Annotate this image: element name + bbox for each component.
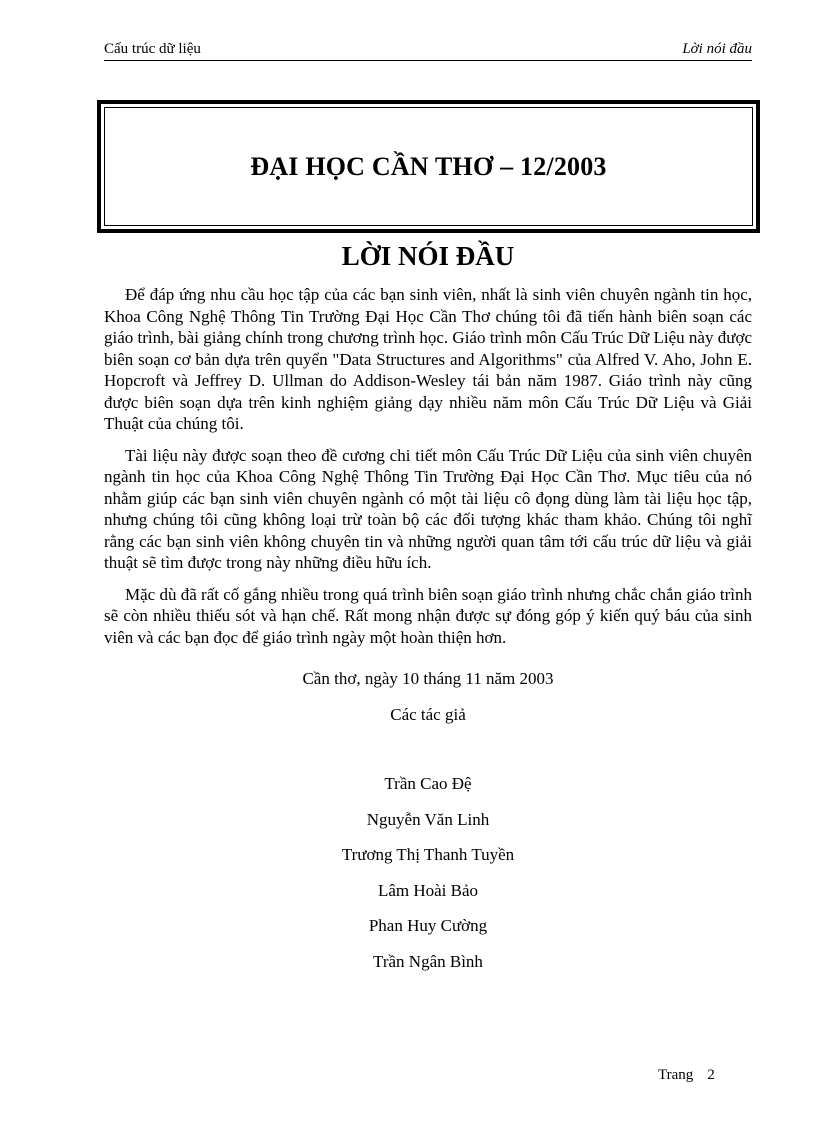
author-name: Lâm Hoài Bảo [377,880,479,900]
title-frame [97,100,760,233]
signoff-label: Các tác giả [390,705,466,724]
author-name: Trương Thị Thanh Tuyền [341,845,515,864]
title-frame-inner [104,107,753,226]
preface-paragraph: Mặc dù đã rất cố gắng nhiều trong quá trình biên soạn giáo trình nhưng chắc chắn giáo trình sẽ còn nhiều thiếu sót và hạn chế. Rất mong nhận được sự đóng góp ý kiến quý báu của sinh viên và các bạn đọc để giáo trình ngày một hoàn thiện hơn. [104,584,752,647]
institution-title: ĐẠI HỌC CẦN THƠ – 12/2003 [250,151,607,181]
author-name: Trần Cao Đệ [384,774,472,793]
preface-paragraph: Tài liệu này được soạn theo đề cương chi tiết môn Cấu Trúc Dữ Liệu của sinh viên chuyên ngành tin học của Khoa Công Nghệ Thông Tin Trường Đại Học Cần Thơ. Mục tiêu của nó nhằm giúp các bạn sinh viên chuyên ngành có một tài liệu cô đọng dùng làm tài liệu học tập, nhưng chúng tôi cũng không loại trừ toàn bộ các đối tượng khác tham khảo. Chúng tôi nghĩ rằng các bạn sinh viên không chuyên tin và những người quan tâm tới cấu trúc dữ liệu và giải thuật sẽ tìm được trong này những điều hữu ích. [104,445,752,572]
author-name: Nguyễn Văn Linh [366,809,490,829]
page-number: 2 [707,1067,715,1083]
page-footer [658,1066,715,1084]
footer-label: Trang [658,1067,694,1083]
preface-body [104,284,752,658]
preface-paragraph: Để đáp ứng nhu cầu học tập của các bạn sinh viên, nhất là sinh viên chuyên ngành tin học, Khoa Công Nghệ Thông Tin Trường Đại Học Cần Thơ chúng tôi đã tiến hành biên soạn các giáo trình, bài giảng chính trong chương trình học. Giáo trình môn Cấu Trúc Dữ Liệu này được biên soạn cơ bản dựa trên quyển "Data Structures and Algorithms" của Alfred V. Aho, John E. Hopcroft và Jeffrey D. Ullman do Addison-Wesley tái bản năm 1987. Giáo trình này cũng được biên soạn dựa trên kinh nghiệm giảng dạy nhiều năm môn Cấu Trúc Dữ Liệu và Giải Thuật của chúng tôi. [104,285,752,433]
author-name: Trần Ngân Bình [373,951,483,971]
author-list [104,773,752,986]
header-section-title: Lời nói đầu [682,41,752,57]
header-course-title: Cấu trúc dữ liệu [104,41,201,57]
page-title: LỜI NÓI ĐẦU [341,241,515,271]
signoff-date: Cần thơ, ngày 10 tháng 11 năm 2003 [302,669,554,688]
running-header [104,40,752,61]
author-name: Phan Huy Cường [368,916,488,935]
